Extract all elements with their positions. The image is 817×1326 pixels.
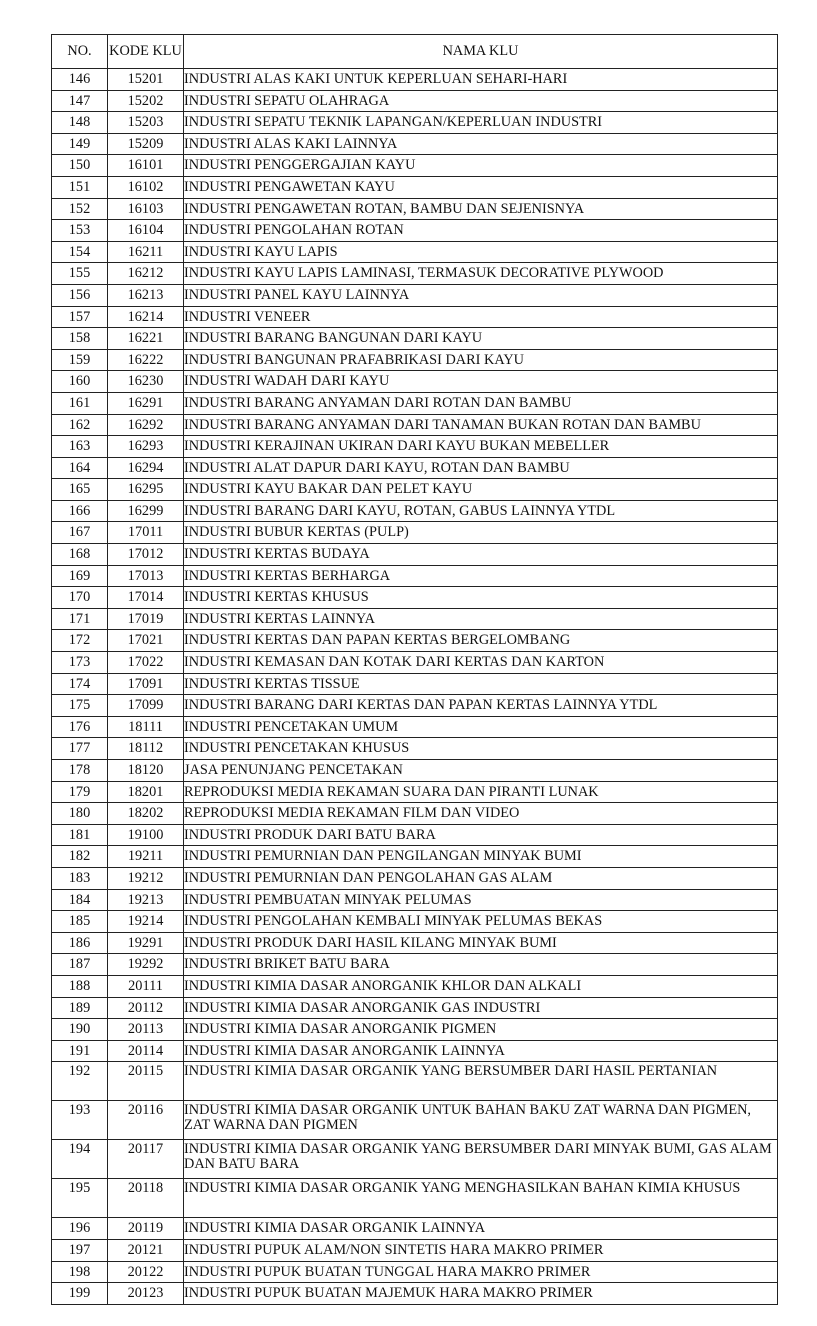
row-nama-klu: INDUSTRI PENGAWETAN KAYU bbox=[184, 176, 778, 198]
row-no: 152 bbox=[52, 198, 108, 220]
row-nama-klu: INDUSTRI WADAH DARI KAYU bbox=[184, 371, 778, 393]
row-kode-klu: 19213 bbox=[108, 889, 184, 911]
row-no: 170 bbox=[52, 587, 108, 609]
table-row bbox=[52, 284, 778, 306]
row-nama-klu: INDUSTRI PRODUK DARI HASIL KILANG MINYAK BUMI bbox=[184, 932, 778, 954]
row-no: 169 bbox=[52, 565, 108, 587]
table-row bbox=[52, 522, 778, 544]
row-kode-klu: 16295 bbox=[108, 479, 184, 501]
row-no: 150 bbox=[52, 155, 108, 177]
table-row bbox=[52, 457, 778, 479]
row-nama-klu: INDUSTRI PENGAWETAN ROTAN, BAMBU DAN SEJENISNYA bbox=[184, 198, 778, 220]
klu-table bbox=[51, 34, 778, 1305]
row-kode-klu: 20116 bbox=[108, 1101, 184, 1140]
row-kode-klu: 18120 bbox=[108, 760, 184, 782]
row-no: 194 bbox=[52, 1140, 108, 1179]
row-kode-klu: 15201 bbox=[108, 69, 184, 91]
row-nama-klu: REPRODUKSI MEDIA REKAMAN FILM DAN VIDEO bbox=[184, 803, 778, 825]
table-row bbox=[52, 695, 778, 717]
row-nama-klu: JASA PENUNJANG PENCETAKAN bbox=[184, 760, 778, 782]
row-no: 196 bbox=[52, 1218, 108, 1240]
row-nama-klu: INDUSTRI KIMIA DASAR ANORGANIK LAINNYA bbox=[184, 1040, 778, 1062]
table-row bbox=[52, 889, 778, 911]
row-nama-klu: INDUSTRI PENCETAKAN KHUSUS bbox=[184, 738, 778, 760]
row-kode-klu: 16221 bbox=[108, 328, 184, 350]
row-kode-klu: 16293 bbox=[108, 436, 184, 458]
row-no: 184 bbox=[52, 889, 108, 911]
row-nama-klu: INDUSTRI KERTAS TISSUE bbox=[184, 673, 778, 695]
table-row bbox=[52, 781, 778, 803]
table-row bbox=[52, 716, 778, 738]
row-no: 191 bbox=[52, 1040, 108, 1062]
row-nama-klu: INDUSTRI SEPATU TEKNIK LAPANGAN/KEPERLUAN INDUSTRI bbox=[184, 112, 778, 134]
table-row bbox=[52, 1239, 778, 1261]
row-no: 153 bbox=[52, 220, 108, 242]
header-no: NO. bbox=[52, 35, 108, 69]
row-no: 181 bbox=[52, 824, 108, 846]
table-row bbox=[52, 867, 778, 889]
table-row bbox=[52, 155, 778, 177]
table-row bbox=[52, 1101, 778, 1140]
row-kode-klu: 16214 bbox=[108, 306, 184, 328]
row-no: 174 bbox=[52, 673, 108, 695]
row-kode-klu: 19212 bbox=[108, 867, 184, 889]
row-nama-klu: INDUSTRI ALAS KAKI UNTUK KEPERLUAN SEHARI-HARI bbox=[184, 69, 778, 91]
row-no: 149 bbox=[52, 133, 108, 155]
table-row bbox=[52, 198, 778, 220]
table-row bbox=[52, 1283, 778, 1305]
row-kode-klu: 16212 bbox=[108, 263, 184, 285]
row-no: 159 bbox=[52, 349, 108, 371]
row-no: 166 bbox=[52, 500, 108, 522]
table-row bbox=[52, 954, 778, 976]
row-nama-klu: INDUSTRI PEMBUATAN MINYAK PELUMAS bbox=[184, 889, 778, 911]
row-kode-klu: 20119 bbox=[108, 1218, 184, 1240]
row-no: 192 bbox=[52, 1062, 108, 1101]
row-kode-klu: 17019 bbox=[108, 608, 184, 630]
table-row bbox=[52, 112, 778, 134]
row-nama-klu: INDUSTRI PENGGERGAJIAN KAYU bbox=[184, 155, 778, 177]
row-no: 197 bbox=[52, 1239, 108, 1261]
row-nama-klu: INDUSTRI PUPUK BUATAN MAJEMUK HARA MAKRO PRIMER bbox=[184, 1283, 778, 1305]
row-kode-klu: 20112 bbox=[108, 997, 184, 1019]
table-row bbox=[52, 500, 778, 522]
table-row bbox=[52, 738, 778, 760]
table-row bbox=[52, 565, 778, 587]
row-nama-klu: INDUSTRI SEPATU OLAHRAGA bbox=[184, 90, 778, 112]
row-nama-klu: INDUSTRI VENEER bbox=[184, 306, 778, 328]
table-row bbox=[52, 371, 778, 393]
table-row bbox=[52, 911, 778, 933]
row-nama-klu: INDUSTRI KIMIA DASAR ORGANIK YANG MENGHASILKAN BAHAN KIMIA KHUSUS bbox=[184, 1179, 778, 1218]
row-nama-klu: INDUSTRI BARANG DARI KAYU, ROTAN, GABUS LAINNYA YTDL bbox=[184, 500, 778, 522]
row-no: 183 bbox=[52, 867, 108, 889]
table-row bbox=[52, 349, 778, 371]
row-nama-klu: INDUSTRI ALAS KAKI LAINNYA bbox=[184, 133, 778, 155]
table-row bbox=[52, 673, 778, 695]
row-kode-klu: 16299 bbox=[108, 500, 184, 522]
row-nama-klu: INDUSTRI BARANG ANYAMAN DARI ROTAN DAN BAMBU bbox=[184, 392, 778, 414]
row-kode-klu: 17022 bbox=[108, 652, 184, 674]
row-no: 165 bbox=[52, 479, 108, 501]
table-row bbox=[52, 436, 778, 458]
table-row bbox=[52, 846, 778, 868]
table-row bbox=[52, 1062, 778, 1101]
row-kode-klu: 15209 bbox=[108, 133, 184, 155]
table-row bbox=[52, 328, 778, 350]
table-row bbox=[52, 932, 778, 954]
row-nama-klu: INDUSTRI BARANG DARI KERTAS DAN PAPAN KERTAS LAINNYA YTDL bbox=[184, 695, 778, 717]
table-row bbox=[52, 652, 778, 674]
row-no: 179 bbox=[52, 781, 108, 803]
row-nama-klu: INDUSTRI BRIKET BATU BARA bbox=[184, 954, 778, 976]
table-row bbox=[52, 803, 778, 825]
row-kode-klu: 17012 bbox=[108, 544, 184, 566]
row-no: 189 bbox=[52, 997, 108, 1019]
row-no: 168 bbox=[52, 544, 108, 566]
row-kode-klu: 15203 bbox=[108, 112, 184, 134]
row-no: 147 bbox=[52, 90, 108, 112]
row-no: 158 bbox=[52, 328, 108, 350]
row-no: 148 bbox=[52, 112, 108, 134]
table-row bbox=[52, 997, 778, 1019]
row-no: 176 bbox=[52, 716, 108, 738]
row-kode-klu: 18112 bbox=[108, 738, 184, 760]
table-row bbox=[52, 630, 778, 652]
row-nama-klu: INDUSTRI BARANG BANGUNAN DARI KAYU bbox=[184, 328, 778, 350]
row-kode-klu: 19291 bbox=[108, 932, 184, 954]
row-no: 154 bbox=[52, 241, 108, 263]
row-no: 193 bbox=[52, 1101, 108, 1140]
row-nama-klu: INDUSTRI KAYU LAPIS bbox=[184, 241, 778, 263]
row-kode-klu: 17011 bbox=[108, 522, 184, 544]
row-kode-klu: 17099 bbox=[108, 695, 184, 717]
table-header-row bbox=[52, 35, 778, 69]
row-nama-klu: INDUSTRI BANGUNAN PRAFABRIKASI DARI KAYU bbox=[184, 349, 778, 371]
row-nama-klu: INDUSTRI PRODUK DARI BATU BARA bbox=[184, 824, 778, 846]
table-row bbox=[52, 241, 778, 263]
table-row bbox=[52, 1040, 778, 1062]
row-no: 185 bbox=[52, 911, 108, 933]
row-kode-klu: 16230 bbox=[108, 371, 184, 393]
row-kode-klu: 16104 bbox=[108, 220, 184, 242]
row-kode-klu: 20123 bbox=[108, 1283, 184, 1305]
row-no: 146 bbox=[52, 69, 108, 91]
row-nama-klu: INDUSTRI KERTAS LAINNYA bbox=[184, 608, 778, 630]
table-row bbox=[52, 1019, 778, 1041]
row-kode-klu: 19292 bbox=[108, 954, 184, 976]
row-kode-klu: 15202 bbox=[108, 90, 184, 112]
table-row bbox=[52, 544, 778, 566]
row-nama-klu: INDUSTRI KAYU BAKAR DAN PELET KAYU bbox=[184, 479, 778, 501]
row-nama-klu: INDUSTRI KIMIA DASAR ORGANIK YANG BERSUMBER DARI HASIL PERTANIAN bbox=[184, 1062, 778, 1101]
table-row bbox=[52, 263, 778, 285]
row-no: 195 bbox=[52, 1179, 108, 1218]
row-nama-klu: INDUSTRI KERTAS KHUSUS bbox=[184, 587, 778, 609]
row-nama-klu: INDUSTRI KAYU LAPIS LAMINASI, TERMASUK DECORATIVE PLYWOOD bbox=[184, 263, 778, 285]
row-kode-klu: 16211 bbox=[108, 241, 184, 263]
row-no: 178 bbox=[52, 760, 108, 782]
table-row bbox=[52, 608, 778, 630]
row-kode-klu: 20111 bbox=[108, 975, 184, 997]
table-row bbox=[52, 760, 778, 782]
row-nama-klu: INDUSTRI PENGOLAHAN ROTAN bbox=[184, 220, 778, 242]
row-kode-klu: 20113 bbox=[108, 1019, 184, 1041]
row-kode-klu: 16291 bbox=[108, 392, 184, 414]
row-kode-klu: 18111 bbox=[108, 716, 184, 738]
row-no: 160 bbox=[52, 371, 108, 393]
row-no: 199 bbox=[52, 1283, 108, 1305]
table-row bbox=[52, 220, 778, 242]
table-row bbox=[52, 479, 778, 501]
row-no: 198 bbox=[52, 1261, 108, 1283]
row-nama-klu: INDUSTRI PUPUK BUATAN TUNGGAL HARA MAKRO PRIMER bbox=[184, 1261, 778, 1283]
row-no: 161 bbox=[52, 392, 108, 414]
row-kode-klu: 16101 bbox=[108, 155, 184, 177]
row-nama-klu: INDUSTRI KERTAS BERHARGA bbox=[184, 565, 778, 587]
row-no: 180 bbox=[52, 803, 108, 825]
row-nama-klu: INDUSTRI BUBUR KERTAS (PULP) bbox=[184, 522, 778, 544]
row-kode-klu: 16213 bbox=[108, 284, 184, 306]
row-kode-klu: 20121 bbox=[108, 1239, 184, 1261]
table-row bbox=[52, 176, 778, 198]
row-kode-klu: 18201 bbox=[108, 781, 184, 803]
row-kode-klu: 19214 bbox=[108, 911, 184, 933]
row-no: 167 bbox=[52, 522, 108, 544]
row-nama-klu: INDUSTRI KIMIA DASAR ORGANIK LAINNYA bbox=[184, 1218, 778, 1240]
row-kode-klu: 16294 bbox=[108, 457, 184, 479]
row-kode-klu: 20117 bbox=[108, 1140, 184, 1179]
row-nama-klu: INDUSTRI PEMURNIAN DAN PENGILANGAN MINYAK BUMI bbox=[184, 846, 778, 868]
row-nama-klu: INDUSTRI KIMIA DASAR ANORGANIK GAS INDUSTRI bbox=[184, 997, 778, 1019]
row-no: 164 bbox=[52, 457, 108, 479]
row-nama-klu: INDUSTRI ALAT DAPUR DARI KAYU, ROTAN DAN BAMBU bbox=[184, 457, 778, 479]
row-no: 177 bbox=[52, 738, 108, 760]
table-row bbox=[52, 587, 778, 609]
row-nama-klu: INDUSTRI BARANG ANYAMAN DARI TANAMAN BUKAN ROTAN DAN BAMBU bbox=[184, 414, 778, 436]
row-nama-klu: INDUSTRI PEMURNIAN DAN PENGOLAHAN GAS ALAM bbox=[184, 867, 778, 889]
row-no: 151 bbox=[52, 176, 108, 198]
row-no: 163 bbox=[52, 436, 108, 458]
row-no: 171 bbox=[52, 608, 108, 630]
row-kode-klu: 16222 bbox=[108, 349, 184, 371]
row-kode-klu: 20114 bbox=[108, 1040, 184, 1062]
row-nama-klu: INDUSTRI PANEL KAYU LAINNYA bbox=[184, 284, 778, 306]
table-row bbox=[52, 69, 778, 91]
row-nama-klu: INDUSTRI KERAJINAN UKIRAN DARI KAYU BUKAN MEBELLER bbox=[184, 436, 778, 458]
table-row bbox=[52, 975, 778, 997]
row-kode-klu: 17021 bbox=[108, 630, 184, 652]
table-row bbox=[52, 133, 778, 155]
row-nama-klu: INDUSTRI KIMIA DASAR ORGANIK YANG BERSUMBER DARI MINYAK BUMI, GAS ALAM DAN BATU BARA bbox=[184, 1140, 778, 1179]
table-row bbox=[52, 1179, 778, 1218]
table-row bbox=[52, 306, 778, 328]
table-row bbox=[52, 90, 778, 112]
table-row bbox=[52, 392, 778, 414]
row-nama-klu: INDUSTRI KIMIA DASAR ANORGANIK PIGMEN bbox=[184, 1019, 778, 1041]
row-nama-klu: INDUSTRI PENGOLAHAN KEMBALI MINYAK PELUMAS BEKAS bbox=[184, 911, 778, 933]
row-kode-klu: 17091 bbox=[108, 673, 184, 695]
row-kode-klu: 20122 bbox=[108, 1261, 184, 1283]
row-no: 182 bbox=[52, 846, 108, 868]
row-no: 190 bbox=[52, 1019, 108, 1041]
table-row bbox=[52, 1218, 778, 1240]
table-row bbox=[52, 414, 778, 436]
row-no: 188 bbox=[52, 975, 108, 997]
row-kode-klu: 19100 bbox=[108, 824, 184, 846]
row-nama-klu: INDUSTRI PENCETAKAN UMUM bbox=[184, 716, 778, 738]
row-kode-klu: 18202 bbox=[108, 803, 184, 825]
row-no: 175 bbox=[52, 695, 108, 717]
row-no: 157 bbox=[52, 306, 108, 328]
row-kode-klu: 16103 bbox=[108, 198, 184, 220]
table-row bbox=[52, 1261, 778, 1283]
row-kode-klu: 16292 bbox=[108, 414, 184, 436]
row-nama-klu: REPRODUKSI MEDIA REKAMAN SUARA DAN PIRANTI LUNAK bbox=[184, 781, 778, 803]
header-kode-klu: KODE KLU bbox=[108, 35, 184, 69]
row-kode-klu: 20118 bbox=[108, 1179, 184, 1218]
table-body bbox=[52, 69, 778, 1305]
row-no: 162 bbox=[52, 414, 108, 436]
row-nama-klu: INDUSTRI PUPUK ALAM/NON SINTETIS HARA MAKRO PRIMER bbox=[184, 1239, 778, 1261]
row-no: 172 bbox=[52, 630, 108, 652]
row-nama-klu: INDUSTRI KIMIA DASAR ANORGANIK KHLOR DAN ALKALI bbox=[184, 975, 778, 997]
row-kode-klu: 16102 bbox=[108, 176, 184, 198]
row-no: 186 bbox=[52, 932, 108, 954]
row-kode-klu: 17014 bbox=[108, 587, 184, 609]
table-row bbox=[52, 824, 778, 846]
row-nama-klu: INDUSTRI KERTAS BUDAYA bbox=[184, 544, 778, 566]
row-kode-klu: 19211 bbox=[108, 846, 184, 868]
row-no: 187 bbox=[52, 954, 108, 976]
row-no: 156 bbox=[52, 284, 108, 306]
row-kode-klu: 17013 bbox=[108, 565, 184, 587]
row-no: 155 bbox=[52, 263, 108, 285]
row-nama-klu: INDUSTRI KERTAS DAN PAPAN KERTAS BERGELOMBANG bbox=[184, 630, 778, 652]
row-nama-klu: INDUSTRI KEMASAN DAN KOTAK DARI KERTAS DAN KARTON bbox=[184, 652, 778, 674]
row-no: 173 bbox=[52, 652, 108, 674]
header-nama-klu: NAMA KLU bbox=[184, 35, 778, 69]
row-nama-klu: INDUSTRI KIMIA DASAR ORGANIK UNTUK BAHAN BAKU ZAT WARNA DAN PIGMEN, ZAT WARNA DAN PIGMEN bbox=[184, 1101, 778, 1140]
row-kode-klu: 20115 bbox=[108, 1062, 184, 1101]
table-row bbox=[52, 1140, 778, 1179]
